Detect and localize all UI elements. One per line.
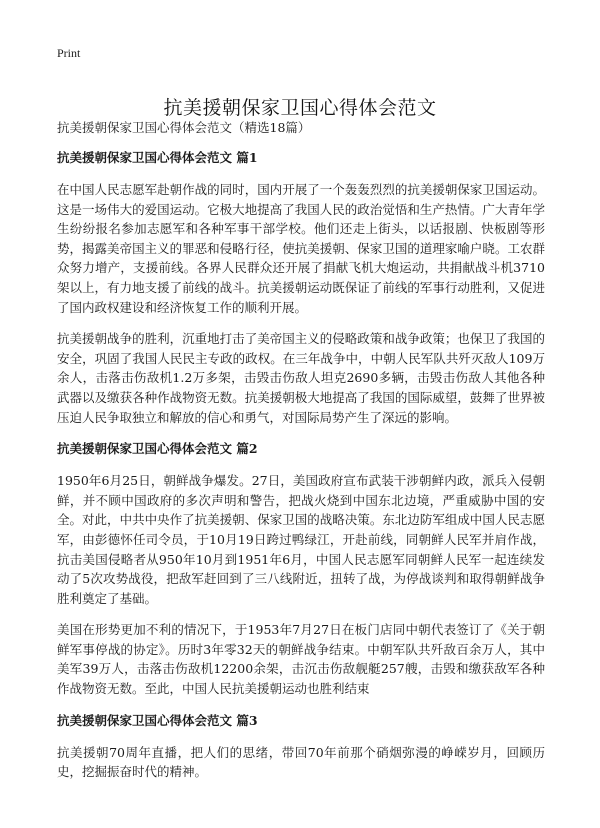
document-body — [57, 118, 545, 794]
section-2-paragraph-2: 美国在形势更加不利的情况下，于1953年7月27日在板门店同中朝代表签订了《关于朝鲜军事停战的协定》。历时3年零32天的朝鲜战争结束。中朝军队共歼敌百余万人，其中美军39万人，击落击伤敌机12200余架，击沉击伤敌舰艇257艘，击毁和缴获敌军各种作战物资无数。至此，中国人民抗美援朝运动也胜利结束 — [57, 622, 545, 697]
section-1-paragraph-2: 抗美援朝战争的胜利，沉重地打击了美帝国主义的侵略政策和战争政策；也保卫了我国的安全，巩固了我国人民民主专政的政权。在三年战争中，中朝人民军队共歼灭敌人109万余人，击落击伤敌机1.2万多架，击毁击伤敌人坦克2690多辆，击毁击伤敌人其他各种武器以及缴获各种作战物资无数。抗美援朝极大地提高了我国的国际威望，鼓舞了世界被压迫人民争取独立和解放的信心和勇气，对国际局势产生了深远的影响。 — [57, 331, 545, 425]
section-3-paragraph-1: 抗美援朝70周年直播，把人们的思绪，带回70年前那个硝烟弥漫的峥嵘岁月，回顾历史，挖掘振奋时代的精神。 — [57, 744, 545, 780]
section-heading-3: 抗美援朝保家卫国心得体会范文 篇3 — [57, 712, 258, 728]
document-subtitle: 抗美援朝保家卫国心得体会范文（精选18篇） — [57, 120, 311, 135]
page-title: 抗美援朝保家卫国心得体会范文 — [163, 96, 437, 119]
section-1-paragraph-1: 在中国人民志愿军赴朝作战的同时，国内开展了一个轰轰烈烈的抗美援朝保家卫国运动。这是一场伟大的爱国运动。它极大地提高了我国人民的政治觉悟和生产热情。广大青年学生纷纷报名参加志愿军和各种军事干部学校。他们还走上街头，以话报剧、快板剧等形势，揭露美帝国主义的罪恶和侵略行径，使抗美援朝、保家卫国的道理家喻户晓。工农群众努力增产，支援前线。各界人民群众还开展了捐献飞机大炮运动，共捐献战斗机3710架以上，有力地支援了前线的战斗。抗美援朝运动既保证了前线的军事行动胜利，又促进了国内政权建设和经济恢复工作的顺利开展。 — [57, 182, 545, 315]
section-heading-1: 抗美援朝保家卫国心得体会范文 篇1 — [57, 150, 258, 165]
section-2-paragraph-1: 1950年6月25日，朝鲜战争爆发。27日，美国政府宣布武装干涉朝鲜内政，派兵入侵朝鲜，并不顾中国政府的多次声明和警告，把战火烧到中国东北边境，严重威胁中国的安全。对此，中共中央作了抗美援朝、保家卫国的战略决策。东北边防军组成中国人民志愿军，由彭德怀任司令员，于10月19日跨过鸭绿江，开赴前线，同朝鲜人民军并肩作战，抗击美国侵略者从950年10月到1951年6月，中国人民志愿军同朝鲜人民军一起连续发动了5次攻势战役，把敌军赶回到了三八线附近，扭转了战，为停战谈判和取得朝鲜战争胜利奠定了基础。 — [57, 473, 545, 606]
section-heading-2: 抗美援朝保家卫国心得体会范文 篇2 — [57, 441, 258, 457]
print-link[interactable]: Print — [57, 46, 81, 60]
